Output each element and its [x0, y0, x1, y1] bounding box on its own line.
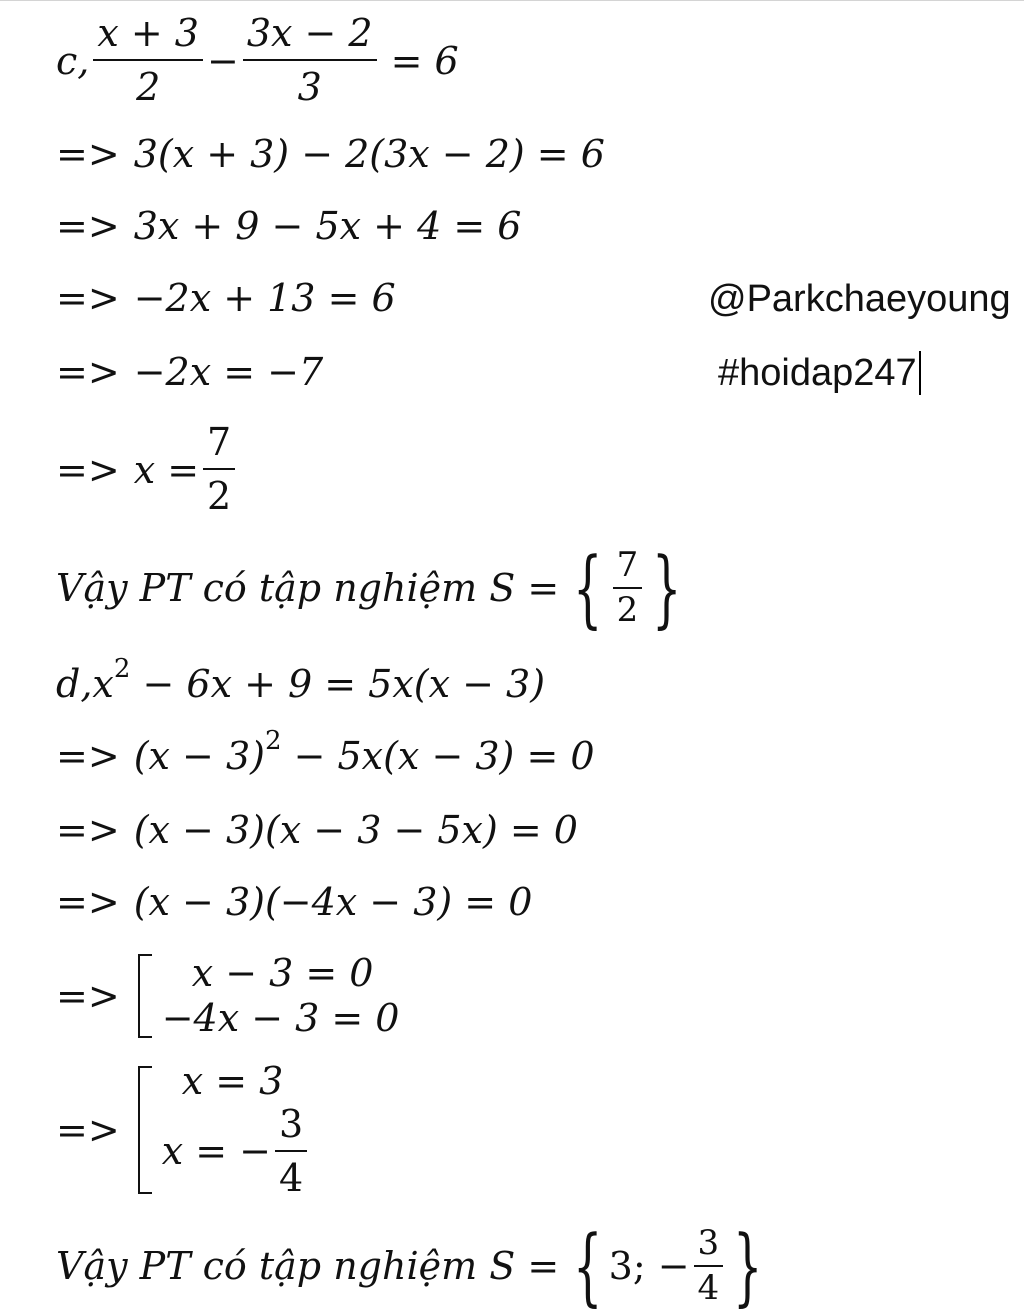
- cases-rows: [162, 1060, 311, 1200]
- step-expression: (x − 3)(−4x − 3) = 0: [133, 880, 533, 924]
- solution-set-prefix: 3; −: [608, 1244, 690, 1288]
- step-expression-pre: (x − 3): [133, 734, 265, 778]
- conclusion-d: [56, 1218, 769, 1314]
- fraction-three-quarters: [275, 1101, 307, 1200]
- fraction-denominator: 4: [697, 1267, 720, 1308]
- implies-arrow: =>: [56, 1108, 120, 1152]
- step-expression-post: − 5x(x − 3) = 0: [281, 734, 595, 778]
- part-label-c: c,: [56, 39, 90, 83]
- right-brace: }: [652, 539, 682, 637]
- implies-arrow: =>: [56, 974, 120, 1018]
- fraction-2-numerator: 3x − 2: [246, 11, 373, 56]
- step-c-2: [56, 196, 521, 256]
- step-d-1: [56, 726, 595, 786]
- fraction-bar: [243, 59, 377, 61]
- case-row-2-lhs: x = −: [161, 1128, 271, 1173]
- solution-set-fraction: [613, 544, 643, 630]
- implies-arrow: =>: [56, 350, 120, 394]
- step-c-4: [56, 342, 323, 402]
- case-row-1: x = 3: [181, 1058, 284, 1103]
- step-c-1: [56, 124, 605, 184]
- left-brace: {: [573, 1217, 603, 1315]
- fraction-numerator: 7: [207, 420, 232, 465]
- step-expression: 3x + 9 − 5x + 4 = 6: [133, 204, 522, 248]
- step-lhs: x =: [133, 448, 200, 492]
- step-expression: −2x + 13 = 6: [133, 276, 396, 320]
- case-row-2: [161, 1101, 311, 1200]
- fraction-bar: [694, 1265, 724, 1267]
- implies-arrow: =>: [56, 448, 120, 492]
- part-label-d: d,: [56, 662, 93, 706]
- step-expression: −2x = −7: [133, 350, 324, 394]
- case-row-2: −4x − 3 = 0: [161, 995, 400, 1040]
- fraction-numerator: 3: [278, 1101, 304, 1146]
- conclusion-text: Vậy PT có tập nghiệm S =: [56, 566, 560, 610]
- conclusion-text: Vậy PT có tập nghiệm S =: [56, 1244, 560, 1288]
- cases-bracket: [138, 954, 152, 1038]
- implies-arrow: =>: [56, 204, 120, 248]
- step-c-final: [56, 422, 239, 518]
- minus-sign: −: [206, 39, 239, 83]
- fraction-seven-halves: [203, 420, 235, 518]
- fraction-denominator: 4: [278, 1155, 304, 1200]
- fraction-1-denominator: 2: [136, 65, 161, 109]
- implies-arrow: =>: [56, 132, 120, 176]
- step-expression: (x − 3)(x − 3 − 5x) = 0: [133, 808, 578, 852]
- equation-rhs: = 6: [390, 39, 459, 83]
- conclusion-c: [56, 540, 688, 636]
- cases-2: [56, 1058, 311, 1202]
- author-tag: @Parkchaeyoung: [708, 277, 1011, 320]
- fraction-2-denominator: 3: [297, 65, 322, 109]
- fraction-bar: [203, 468, 235, 470]
- step-expression: 3(x + 3) − 2(3x − 2) = 6: [133, 132, 605, 176]
- cases-bracket: [138, 1066, 152, 1194]
- fraction-bar: [93, 59, 203, 61]
- fraction-2: [243, 11, 377, 109]
- text-caret: [919, 351, 921, 395]
- implies-arrow: =>: [56, 276, 120, 320]
- case-row-1: x − 3 = 0: [191, 950, 374, 995]
- cases-rows: [162, 951, 400, 1041]
- cases-1: [56, 948, 399, 1044]
- fraction-numerator: 3: [697, 1222, 720, 1263]
- fraction-1: [93, 11, 203, 109]
- fraction-bar: [275, 1150, 307, 1152]
- equation-c: [56, 11, 469, 109]
- implies-arrow: =>: [56, 734, 120, 778]
- equation-d-base: x: [92, 662, 114, 706]
- fraction-1-numerator: x + 3: [97, 11, 199, 56]
- top-border-line: [0, 0, 1024, 1]
- implies-arrow: =>: [56, 808, 120, 852]
- step-d-3: [56, 872, 532, 932]
- hashtag-line: [718, 348, 921, 398]
- equation-d: [56, 654, 545, 714]
- exponent: 2: [264, 726, 282, 756]
- step-d-2: [56, 800, 578, 860]
- left-brace: {: [573, 539, 603, 637]
- fraction-bar: [613, 587, 643, 589]
- equation-d-rest: − 6x + 9 = 5x(x − 3): [130, 662, 546, 706]
- fraction-denominator: 2: [616, 589, 639, 630]
- hashtag-text: #hoidap247: [718, 351, 917, 394]
- solution-set-fraction: [694, 1222, 724, 1308]
- fraction-numerator: 7: [616, 544, 639, 585]
- exponent: 2: [113, 654, 131, 684]
- right-brace: }: [733, 1217, 763, 1315]
- step-c-3: [56, 268, 396, 328]
- implies-arrow: =>: [56, 880, 120, 924]
- fraction-denominator: 2: [207, 474, 232, 518]
